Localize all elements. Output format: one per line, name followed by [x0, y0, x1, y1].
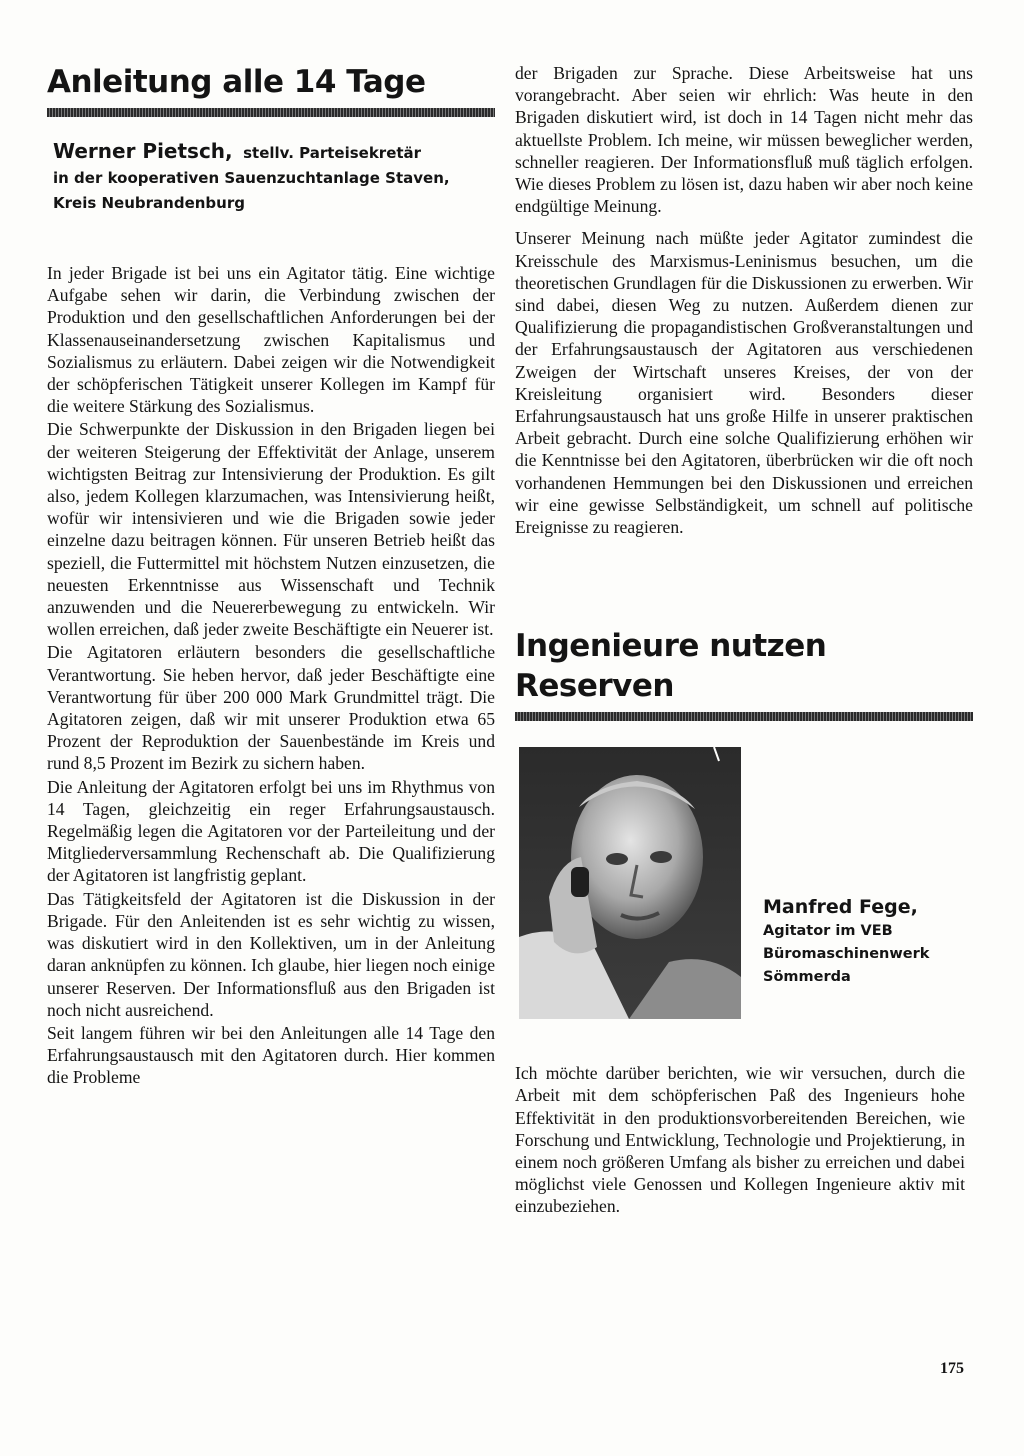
author-role-2: Büromaschinenwerk	[763, 946, 930, 963]
author-name: Manfred Fege,	[763, 896, 918, 919]
article1-continued	[515, 62, 973, 538]
article2-body	[515, 1062, 973, 1217]
author-role-2: in der kooperativen Sauenzuchtanlage Staven,	[53, 169, 450, 187]
article1-byline	[53, 139, 495, 216]
author-role-3: Kreis Neubrandenburg	[53, 194, 245, 212]
headline-rule	[515, 712, 973, 721]
paragraph: Die Agitatoren erläutern besonders die gesellschaftliche Verantwortung. Sie heben hervor, daß jeder Beschäftigte eine Verantwortung für über 200 000 Mark Grundmittel trägt. Die Agitatoren zeigen, daß wir mit unserer Produktion etwa 65 Prozent der Reproduktion der Sauenbestände im Kreis und rund 8,5 Prozent im Bezirk zu sichern haben.	[47, 642, 495, 774]
author-photo	[519, 747, 741, 1019]
article2-byline	[763, 894, 929, 989]
paragraph: der Brigaden zur Sprache. Diese Arbeitsweise hat uns vorangebracht. Aber seien wir ehrlich: Was heute in den Brigaden diskutiert wird, ist doch in 14 Tagen nicht mehr das aktuellste Problem. Ich meine, wir müssen beweglicher werden, schneller reagieren. Der Informationsfluß muß täglich erfolgen. Wie dieses Problem zu lösen ist, dazu haben wir aber noch keine endgültige Meinung.	[515, 63, 973, 217]
author-role-1: stellv. Parteisekretär	[243, 144, 422, 162]
paragraph: Seit langem führen wir bei den Anleitungen alle 14 Tage den Erfahrungsaustausch mit den Agitatoren durch. Hier kommen die Probleme	[47, 1022, 495, 1088]
portrait-image	[519, 747, 741, 1019]
paragraph: Die Anleitung der Agitatoren erfolgt bei uns im Rhythmus von 14 Tagen, gleichzeitig ein reger Erfahrungsaustausch. Regelmäßig legen die Agitatoren vor der Parteileitung und der Mitgliederversammlung Rechenschaft ab. Die Qualifizierung der Agitatoren ist langfristig geplant.	[47, 776, 495, 886]
author-role-3: Sömmerda	[763, 969, 851, 986]
paragraph: Unserer Meinung nach müßte jeder Agitator zumindest die Kreisschule des Marxismus-Leninismus besuchen, um die theoretischen Grundlagen für die Diskussionen zu erwerben. Wir sind dabei, diesen Weg zu nutzen. Außerdem dienen zur Qualifizierung die propagandistischen Großveranstaltungen und der Erfahrungsaustausch der Agitatoren aus verschiedenen Zweigen der Wirtschaft unseres Kreises, der von der Kreisleitung organisiert wird. Besonders dieser Erfahrungsaustausch hat uns große Hilfe in unserer praktischen Arbeit gebracht. Durch eine solche Qualifizierung erhöhen wir die Kenntnisse bei den Agitatoren, überbrücken wir die oft noch vorhandenen Hemmungen bei den Diskussionen und erreichen wir eine gewisse Selbständigkeit, um schnell auf politische Ereignisse zu reagieren.	[515, 228, 973, 538]
right-column	[515, 62, 973, 1218]
author-photo-block	[515, 747, 973, 1022]
paragraph: In jeder Brigade ist bei uns ein Agitator tätig. Eine wichtige Aufgabe sehen wir darin, die Verbindung zwischen der Produktion und den gesellschaftlichen Anforderungen bei der Klassenauseinandersetzung zwischen Kapitalismus und Sozialismus zu erläutern. Dabei zeigen wir die Notwendigkeit der schöpferischen Tätigkeit unserer Kollegen im Kampf für die weitere Stärkung des Sozialismus.	[47, 263, 495, 417]
author-name: Werner Pietsch,	[53, 139, 233, 163]
headline-rule	[47, 108, 495, 117]
article2-headline: Ingenieure nutzen Reserven	[515, 628, 827, 705]
paragraph: Das Tätigkeitsfeld der Agitatoren ist die Diskussion in der Brigade. Für den Anleitenden ist es sehr wichtig zu wissen, was diskutiert wird in den Kollektiven, um in der Anleitung daran anknüpfen zu können. Ich glaube, hier liegen noch einige unserer Reserven. Der Informationsfluß aus den Brigaden ist noch nicht ausreichend.	[47, 888, 495, 1020]
article1-body	[47, 262, 495, 1089]
paragraph: Die Schwerpunkte der Diskussion in den Brigaden liegen bei der weiteren Steigerung der Effektivität der Anlage, unserem wichtigsten Beitrag zur Intensivierung der Produktion. Es gilt also, jedem Kollegen klarzumachen, was Intensivierung heißt, wofür wir intensivieren und wie die Brigaden sowie jeder einzelne dazu beitragen können. Für unseren Betrieb heißt das speziell, die Futtermittel mit höchstem Nutzen einzusetzen, die neuesten Erkenntnisse aus Wissenschaft und Technik anzuwenden und die Neuererbewegung zu entwickeln. Wir wollen erreichen, daß jeder zweite Beschäftigte ein Neuerer ist.	[47, 419, 495, 640]
paragraph: Ich möchte darüber berichten, wie wir versuchen, durch die Arbeit mit dem schöpferischen Paß des Ingenieurs hohe Effektivität in den produktionsvorbereitenden Bereichen, wie Forschung und Entwicklung, Technologie und Projektierung, in einem noch größeren Umfang als bisher zu erreichen und dabei möglichst viele Genossen und Kollegen Ingenieure aktiv mit einzubeziehen.	[515, 1063, 965, 1217]
left-column	[47, 62, 495, 1089]
author-role-1: Agitator im VEB	[763, 923, 893, 940]
page-number: 175	[940, 1360, 964, 1377]
article1-headline: Anleitung alle 14 Tage	[47, 64, 426, 100]
